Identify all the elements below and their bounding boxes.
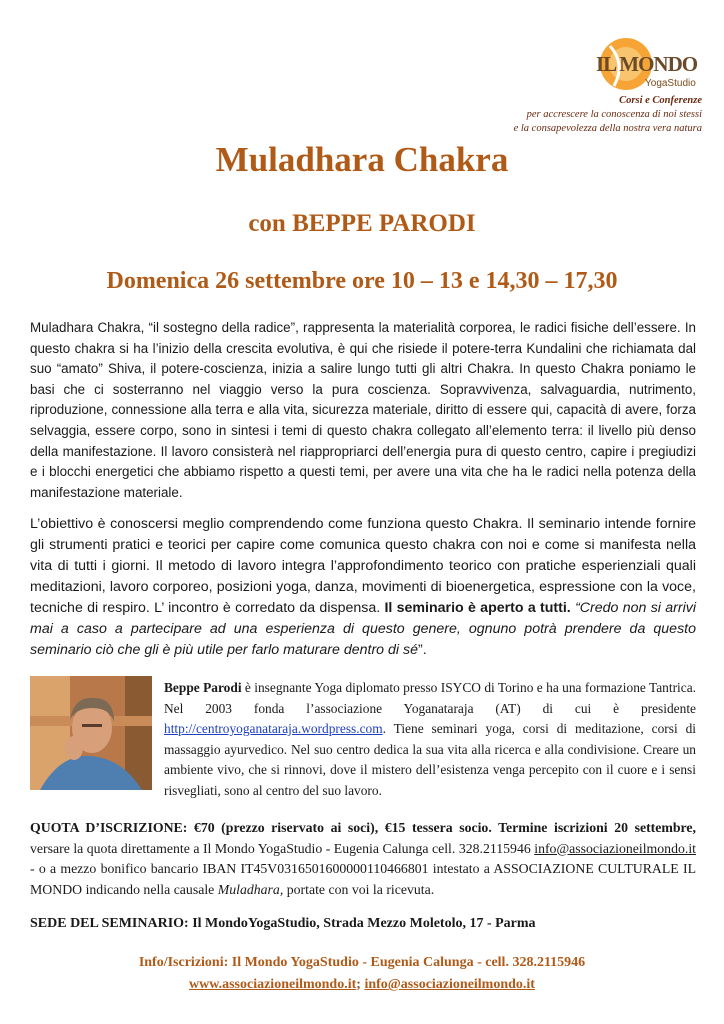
causale-text: Muladhara,	[217, 881, 284, 897]
objective-paragraph	[30, 514, 696, 661]
teacher-bio	[164, 678, 696, 802]
fee-text-3: portate con voi la ricevuta.	[283, 881, 435, 897]
fee-heading: QUOTA D’ISCRIZIONE: €70 (prezzo riservato ai soci), €15 tessera socio. Termine iscrizioni 20 settembre,	[30, 820, 696, 835]
tagline-line-2: per accrescere la conoscenza di noi stessi	[526, 109, 702, 120]
fee-text-1: versare la quota direttamente a Il Mondo YogaStudio - Eugenia Calunga cell. 328.2115946	[30, 840, 535, 856]
objective-text: L’obiettivo è conoscersi meglio comprendendo come funziona questo Chakra. Il seminario intende fornire gli strumenti pratici e teorici per capire come comunica questo chakra con noi e come si manifesta nella vita di tutti i giorni. Il metodo di lavoro integra l’approfondimento teorico con pratiche esperienziali quali meditazioni, lavoro corporeo, posizioni yoga, danza, movimenti di bioenergetica, espressione con la voce, tecniche di respiro. L’ incontro è corredato da dispensa.	[30, 516, 696, 616]
email-link[interactable]: info@associazioneilmondo.it	[534, 840, 696, 856]
bio-text-2: . Tiene seminari yoga, corsi di meditazione, corsi di massaggio ayurvedico. Nel suo centro dedica la sua vita alla ricerca e alla condivisione. Creare un ambiente vivo, che si rinnovi, dove il mistero dell’esistenza venga percepito con il cuore e i sensi risvegliati, sono al centro del suo lavoro.	[164, 721, 696, 798]
footer-email-link[interactable]: info@associazioneilmondo.it	[364, 977, 535, 992]
quote-text: “Credo non si arrivi mai a caso a partecipare ad una esperienza di questo genere, ognuno potrà prendere da questo seminario ciò che gli è più utile per farlo maturare dentro di sé	[30, 600, 696, 658]
fee-text-2: - o a mezzo bonifico bancario IBAN IT45V0316501600000110466801 intestato a ASSOCIAZIONE CULTURALE IL MONDO indicando nella causale	[30, 861, 696, 897]
teacher-name: Beppe Parodi	[164, 680, 242, 695]
logo-sub-text: YogaStudio	[645, 78, 696, 89]
tagline-line-1: Corsi e Conferenze	[619, 95, 702, 106]
logo-brand-text: IL MONDO	[596, 52, 698, 76]
teacher-portrait-image	[30, 676, 152, 790]
event-date: Domenica 26 settembre ore 10 – 13 e 14,30 – 17,30	[106, 268, 618, 294]
footer-links	[0, 977, 724, 993]
teacher-photo	[30, 676, 152, 790]
footer-separator: ;	[356, 977, 365, 992]
seminar-location: SEDE DEL SEMINARIO: Il MondoYogaStudio, Strada Mezzo Moletolo, 17 - Parma	[30, 916, 536, 931]
tagline	[514, 94, 702, 136]
bio-text-1: è insegnante Yoga diplomato presso ISYCO di Torino e ha una formazione Tantrica. Nel 2003 fonda l’associazione Yoganataraja (AT) di cui è presidente	[164, 680, 697, 716]
footer-contact: Info/Iscrizioni: Il Mondo YogaStudio - Eugenia Calunga - cell. 328.2115946	[138, 955, 586, 970]
page-title: Muladhara Chakra	[215, 140, 509, 179]
quote-end: ”.	[418, 642, 427, 658]
teacher-website-link[interactable]: http://centroyoganataraja.wordpress.com	[164, 721, 383, 737]
footer-website-link[interactable]: www.associazioneilmondo.it	[189, 977, 357, 992]
tagline-line-3: e la consapevolezza della nostra vera natura	[513, 123, 702, 134]
page-subtitle: con BEPPE PARODI	[248, 210, 476, 237]
registration-fee-section	[30, 818, 696, 900]
open-to-all-text: Il seminario è aperto a tutti.	[384, 600, 571, 616]
description-paragraph: Muladhara Chakra, “il sostegno della radice”, rappresenta la materialità corporea, le radici fisiche dell’essere. In questo chakra si ha l’inizio della crescita evolutiva, è qui che risiede il potere-terra Kundalini che richiamata dal suo “amato” Shiva, il potere-coscienza, inizia a salire lungo tutti gli altri Chakra. In questo Chakra poniamo le basi che ci sosterranno nel viaggio verso la pura coscienza. Sopravvivenza, salvaguardia, nutrimento, riproduzione, connessione alla terra e alla vita, sicurezza materiale, diritto di essere qui, capacità di avere, forza selvaggia, essere corpo, sono in sintesi i temi di questo chakra collegato all’elemento terra: il livello più denso della manifestazione. Il lavoro consisterà nel riappropriarci dell’energia pura di questo centro, capire i pregiudizi e i blocchi energetici che abbiamo rispetto a questi temi, per avere una vita che ha le radici nella potenza della manifestazione materiale.	[30, 320, 696, 500]
